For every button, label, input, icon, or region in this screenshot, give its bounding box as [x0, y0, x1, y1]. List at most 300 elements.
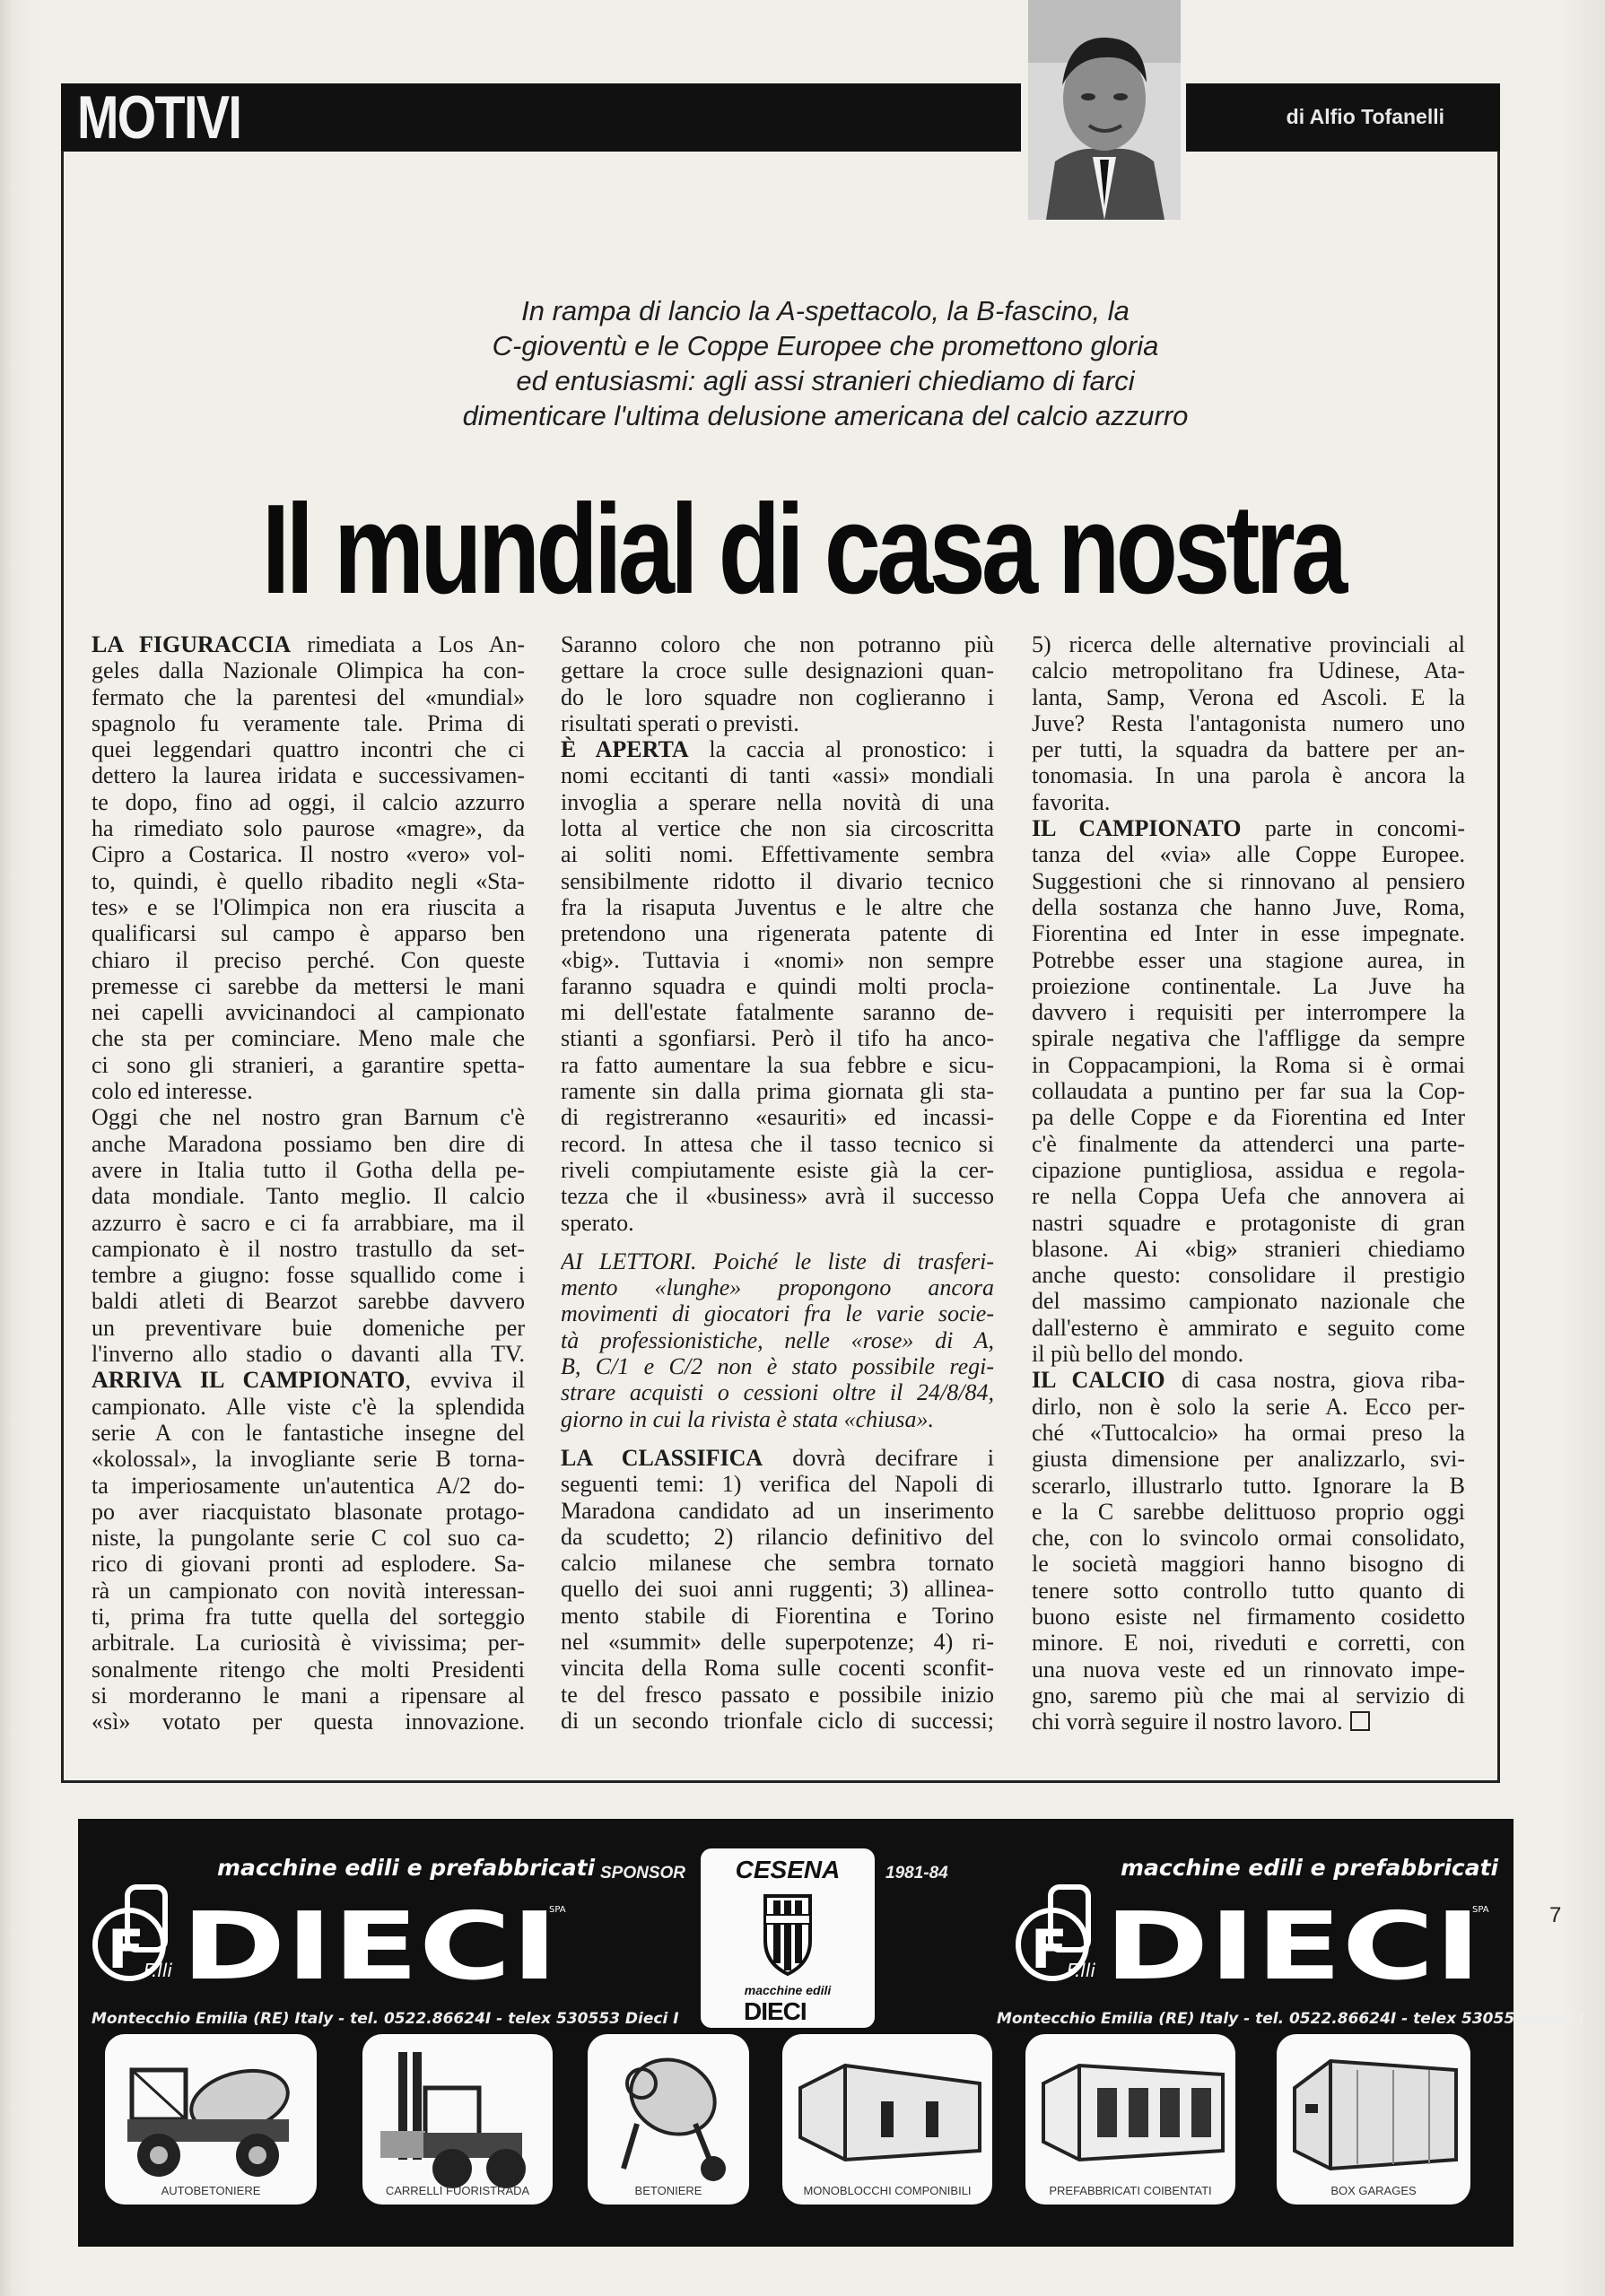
line-text: tenere sotto controllo tutto quanto di — [1032, 1577, 1465, 1604]
line-text: 5) ricerca delle alternative provinciali al — [1032, 631, 1465, 657]
text-line — [561, 999, 994, 1025]
line-text: parte in concomi- — [1241, 815, 1465, 842]
section-header-bar — [61, 83, 1021, 152]
club-name: CESENA — [735, 1856, 841, 1883]
line-text: del massimo campionato nazionale che — [1032, 1288, 1465, 1315]
text-line — [92, 1630, 525, 1656]
line-text: spagnolo fu veramente tale. Prima di — [92, 709, 525, 736]
text-line — [561, 868, 994, 894]
line-text: minore. E noi, riveduti e corretti, con — [1032, 1630, 1465, 1657]
text-line — [92, 1657, 525, 1683]
svg-text:F: F — [108, 1918, 144, 1981]
badge-brand: DIECI — [744, 1997, 807, 2025]
line-text: riveli compiutamente esiste già la cer- — [561, 1156, 994, 1183]
product-tile-autobetoniere — [105, 2034, 317, 2205]
text-line — [1032, 1657, 1465, 1683]
deck-line: dimenticare l'ultima delusione americana del calcio azzurro — [462, 400, 1189, 431]
text-line — [1032, 1551, 1465, 1577]
text-line — [561, 789, 994, 815]
line-text: rimediata a Los An- — [291, 631, 525, 657]
text-line — [1032, 657, 1465, 683]
ad-address-left: Montecchio Emilia (RE) Italy - tel. 0522.86624I - telex 530553 Dieci I — [92, 2010, 679, 2028]
text-line — [92, 1394, 525, 1420]
dieci-logo-right — [1015, 1880, 1499, 1996]
byline-bar — [1186, 83, 1500, 152]
line-text: seguenti temi: 1) verifica del Napoli di — [561, 1471, 994, 1498]
text-line — [1032, 1578, 1465, 1604]
text-line — [92, 1157, 525, 1183]
line-text: Cipro a Costarica. Il nostro «vero» vol- — [92, 841, 525, 868]
text-line — [561, 1025, 994, 1051]
text-line — [92, 631, 525, 657]
line-text: della sostanza che hanno Juve, Roma, — [1032, 893, 1465, 920]
line-text: collaudata a puntino per far sua la Cop- — [1032, 1078, 1465, 1105]
text-line — [92, 710, 525, 736]
text-line — [1032, 1604, 1465, 1630]
article-deck — [269, 293, 1382, 433]
line-text: campionato. Alle viste c'è la splendida — [92, 1393, 525, 1420]
text-line — [561, 1524, 994, 1550]
line-text: Suggestioni che si rinnovano al pensiero — [1032, 867, 1465, 894]
line-text: tezza che il «business» avrà il successo — [561, 1183, 994, 1210]
sponsor-advertisement — [78, 1819, 1584, 2247]
text-line — [561, 920, 994, 946]
line-text: quello dei suoi anni ruggenti; 3) allinea- — [561, 1576, 994, 1603]
svg-text:F: F — [1031, 1918, 1068, 1981]
text-line — [561, 1104, 994, 1130]
text-line — [1032, 684, 1465, 710]
line-text: ra fatto aumentare la sua febbre e sicu- — [561, 1051, 994, 1078]
text-line — [561, 1708, 994, 1734]
line-text: la caccia al pronostico: i — [688, 736, 994, 763]
line-text: sonalmente ritengo che molti Presidenti — [92, 1656, 525, 1683]
text-line — [1032, 1315, 1465, 1341]
line-text: azzurro è sacro e ci fa arrabbiare, ma il — [92, 1209, 525, 1236]
line-text: l'inverno allo stadio o davanti alla TV. — [92, 1341, 525, 1368]
line-text: strare acquisti o cessioni oltre il 24/8/84, — [561, 1379, 994, 1406]
text-line — [561, 1274, 994, 1300]
text-line — [561, 762, 994, 788]
text-line — [561, 1498, 994, 1524]
forklift-icon — [362, 2034, 553, 2205]
line-text: e la C sarebbe delittuoso proprio oggi — [1032, 1498, 1465, 1525]
line-text: , evviva il — [405, 1367, 525, 1394]
text-line — [561, 1131, 994, 1157]
text-line — [92, 1183, 525, 1209]
line-text: anche questo: consolidare il prestigio — [1032, 1262, 1465, 1289]
text-line — [561, 841, 994, 867]
text-line — [92, 1499, 525, 1525]
end-mark-icon — [1350, 1711, 1370, 1731]
line-text: nomi eccitanti di tanti «assi» mondiali — [561, 762, 994, 789]
paragraph-gap — [561, 1432, 994, 1445]
line-text: re nella Coppa Uefa che annovera ai — [1032, 1183, 1465, 1210]
line-text: data mondiale. Tanto meglio. Il calcio — [92, 1183, 525, 1210]
deck-line: C-gioventù e le Coppe Europee che promettono gloria — [492, 330, 1159, 361]
text-line — [92, 657, 525, 683]
text-line — [561, 894, 994, 920]
text-line — [561, 1248, 994, 1274]
text-line — [1032, 1288, 1465, 1314]
ad-tagline-right: macchine edili e prefabbricati — [1121, 1855, 1499, 1881]
text-line — [561, 973, 994, 999]
line-text: Saranno coloro che non potranno più — [561, 631, 994, 657]
text-line — [92, 1525, 525, 1551]
text-line — [92, 1052, 525, 1078]
lead-in: LA CLASSIFICA — [561, 1444, 763, 1471]
text-line — [1032, 1104, 1465, 1130]
line-text: gettare la croce sulle designazioni quan- — [561, 657, 994, 684]
line-text: arbitrale. La curiosità è vivissima; per- — [92, 1630, 525, 1657]
text-line — [1032, 1052, 1465, 1078]
text-line — [92, 1420, 525, 1446]
text-line — [561, 1379, 994, 1405]
line-text: lanta, Samp, Verona ed Ascoli. E la — [1032, 683, 1465, 710]
line-text: per tutti, la squadra da battere per an- — [1032, 736, 1465, 763]
text-line — [561, 1471, 994, 1497]
text-line — [1032, 1236, 1465, 1262]
text-line — [1032, 1683, 1465, 1709]
dieci-logo-left — [92, 1880, 576, 1996]
page-number: 7 — [1549, 1903, 1562, 1927]
lead-in: È APERTA — [561, 736, 689, 763]
line-text: Juve? Resta l'antagonista numero uno — [1032, 709, 1465, 736]
text-line — [1032, 789, 1465, 815]
line-text: ti, prima fra tutte quella del sorteggio — [92, 1603, 525, 1630]
ad-tagline-left: macchine edili e prefabbricati — [217, 1855, 596, 1881]
line-text: calcio milanese che sembra tornato — [561, 1550, 994, 1577]
product-tile-betoniere — [588, 2034, 749, 2205]
article-column-1 — [92, 631, 525, 1735]
text-line — [561, 1629, 994, 1655]
line-text: buono esiste nel firmamento cosidetto — [1032, 1603, 1465, 1630]
garage-icon — [1277, 2034, 1470, 2205]
product-label: BOX GARAGES — [1330, 2184, 1417, 2197]
line-text: ai soliti nomi. Effettivamente sembra — [561, 841, 994, 868]
deck-line: ed entusiasmi: agli assi stranieri chiediamo di farci — [516, 365, 1135, 396]
text-line — [1032, 947, 1465, 973]
text-line — [1032, 1367, 1465, 1393]
line-text: serie A con le fantastiche insegne del — [92, 1419, 525, 1446]
text-line — [92, 1709, 525, 1735]
article-column-3 — [1032, 631, 1465, 1735]
line-text: tanza del «via» alle Coppe Europee. — [1032, 841, 1465, 868]
text-line — [92, 1025, 525, 1051]
text-line — [561, 1078, 994, 1104]
lead-in: ARRIVA IL CAMPIONATO — [92, 1367, 406, 1394]
line-text: mento stabile di Fiorentina e Torino — [561, 1602, 994, 1629]
text-line — [92, 1578, 525, 1604]
line-text: tonomasia. In una parola è ancora la — [1032, 762, 1465, 789]
text-line — [92, 868, 525, 894]
line-text: «big». Tuttavia i «nomi» non sempre — [561, 946, 994, 973]
line-text: avere in Italia tutto il Gotha della pe- — [92, 1156, 525, 1183]
text-line — [1032, 1078, 1465, 1104]
text-line — [1032, 1473, 1465, 1499]
line-text: davvero i requisiti per interrompere la — [1032, 999, 1465, 1026]
ad-brand-prefix: F.lli — [144, 1960, 172, 1981]
text-line — [561, 631, 994, 657]
line-text: chiaro il preciso perché. Con queste — [92, 946, 525, 973]
line-text: tes» e se l'Olimpica non era riuscita a — [92, 893, 525, 920]
line-text: niste, la pungolante serie C col suo ca- — [92, 1525, 525, 1552]
line-text: ci sono gli stranieri, a garantire spetta- — [92, 1051, 525, 1078]
line-text: te del fresco passato e possibile inizio — [561, 1681, 994, 1708]
text-line — [561, 1682, 994, 1708]
line-text: favorita. — [1032, 788, 1111, 815]
svg-text:F.lli: F.lli — [1067, 1960, 1095, 1981]
line-text: una nuova veste ed un rinnovato impe- — [1032, 1656, 1465, 1683]
article-headline — [0, 478, 1605, 621]
text-line — [561, 1052, 994, 1078]
text-line — [1032, 999, 1465, 1025]
line-text: B, C/1 e C/2 non è stato possibile regi- — [561, 1353, 994, 1380]
text-line — [92, 1104, 525, 1130]
line-text: Fiorentina ed Inter in esse impegnate. — [1032, 920, 1465, 947]
line-text: un preventivare buie domeniche per — [92, 1314, 525, 1341]
text-line — [92, 815, 525, 841]
text-line — [92, 789, 525, 815]
text-line — [561, 1210, 994, 1236]
line-text: di registreranno «esauriti» ed incassi- — [561, 1104, 994, 1131]
text-line — [92, 973, 525, 999]
line-text: che sta per cominciare. Meno male che — [92, 1025, 525, 1052]
line-text: le società maggiori hanno bisogno di — [1032, 1551, 1465, 1578]
line-text: baldi atleti di Bearzot sarebbe davvero — [92, 1288, 525, 1315]
line-text: da scudetto; 2) rilancio definitivo del — [561, 1523, 994, 1550]
badge-subtitle: macchine edili — [744, 1983, 832, 1997]
text-line — [92, 947, 525, 973]
line-text: di un secondo trionfale ciclo di successi; — [561, 1707, 994, 1734]
text-line — [561, 1603, 994, 1629]
line-text: ta imperiosamente un'autentica A/2 do- — [92, 1472, 525, 1499]
modular-building-icon — [782, 2034, 992, 2205]
line-text: vincita della Roma sulle cocenti sconfit- — [561, 1655, 994, 1682]
product-label: CARRELLI FUORISTRADA — [385, 2184, 530, 2197]
text-line — [561, 684, 994, 710]
text-line — [1032, 1709, 1465, 1735]
text-line — [92, 894, 525, 920]
text-line — [92, 1210, 525, 1236]
line-text: Potrebbe esser una stagione aurea, in — [1032, 946, 1465, 973]
text-line — [92, 1236, 525, 1262]
text-line — [92, 736, 525, 762]
line-text: anche Maradona possiamo ben dire di — [92, 1130, 525, 1157]
line-text: tà professionistiche, nelle «rose» di A, — [561, 1326, 994, 1353]
line-text: risultati sperati o previsti. — [561, 709, 799, 736]
line-text: dettero la laurea iridata e successivamen- — [92, 762, 525, 789]
line-text: spirale negativa che l'affligge da sempre — [1032, 1025, 1465, 1052]
text-line — [1032, 973, 1465, 999]
line-text: di casa nostra, giova riba- — [1164, 1367, 1465, 1394]
text-line — [1032, 894, 1465, 920]
line-text: ha rimediato solo paurose «magre», da — [92, 815, 525, 842]
line-text: Maradona candidato ad un inserimento — [561, 1497, 994, 1524]
svg-text:DIECI: DIECI — [1104, 1892, 1481, 1996]
line-text: qualificarsi sul campo è apparso ben — [92, 920, 525, 947]
line-text: in Coppacampioni, la Roma si è ormai — [1032, 1051, 1465, 1078]
line-text: premesse ci sarebbe da mettersi le mani — [92, 972, 525, 999]
text-line — [92, 1262, 525, 1288]
text-line — [92, 684, 525, 710]
line-text: quei leggendari quattro incontri che ci — [92, 736, 525, 763]
truck-mixer-icon — [105, 2034, 317, 2205]
sponsor-years: 1981-84 — [885, 1864, 948, 1883]
text-line — [92, 1341, 525, 1367]
cesena-badge — [701, 1848, 875, 2028]
line-text: c'è finalmente da attenderci una parte- — [1032, 1130, 1465, 1157]
sponsor-label: SPONSOR — [600, 1864, 686, 1883]
line-text: scerarlo, illustrarlo tutto. Ignorare la B — [1032, 1472, 1465, 1499]
text-line — [92, 1367, 525, 1393]
article-column-2 — [561, 631, 994, 1734]
text-line — [1032, 1446, 1465, 1472]
line-text: do le loro squadre non coglieranno i — [561, 683, 994, 710]
prefab-building-icon — [1025, 2034, 1235, 2205]
text-line — [1032, 1525, 1465, 1551]
text-line — [1032, 1210, 1465, 1236]
text-line — [561, 1655, 994, 1681]
concrete-mixer-icon — [588, 2034, 749, 2205]
text-line — [561, 1550, 994, 1576]
text-line — [92, 1446, 525, 1472]
line-text: pretendono una rigenerata patente di — [561, 920, 994, 947]
line-text: geles dalla Nazionale Olimpica ha con- — [92, 657, 525, 684]
text-line — [561, 947, 994, 973]
line-text: movimenti di giocatori fra le varie socie- — [561, 1300, 994, 1327]
section-title: MOTIVI — [77, 83, 241, 152]
product-label: BETONIERE — [634, 2184, 702, 2197]
deck-line: In rampa di lancio la A-spettacolo, la B-fascino, la — [521, 295, 1130, 326]
text-line — [92, 1683, 525, 1709]
line-text: calcio metropolitano fra Udinese, Ata- — [1032, 657, 1465, 684]
text-line — [1032, 710, 1465, 736]
line-text: nastri squadre e protagoniste di gran — [1032, 1209, 1465, 1236]
line-text: lotta al vertice che non sia circoscritta — [561, 815, 994, 842]
text-line — [561, 1353, 994, 1379]
line-text: blasone. Ai «big» stranieri chiediamo — [1032, 1235, 1465, 1262]
line-text: sperato. — [561, 1209, 634, 1236]
line-text: dall'esterno è ammirato e seguito come — [1032, 1314, 1465, 1341]
svg-text:DIECI: DIECI — [181, 1892, 558, 1996]
line-text: te dopo, fino ad oggi, il calcio azzurro — [92, 788, 525, 815]
lead-in: LA FIGURACCIA — [92, 631, 292, 657]
text-line — [92, 1288, 525, 1314]
line-text: giorno in cui la rivista è stata «chiusa». — [561, 1405, 934, 1432]
line-text: dovrà decifrare i — [763, 1444, 994, 1471]
line-text: dirlo, non è solo la serie A. Ecco per- — [1032, 1393, 1465, 1420]
text-line — [92, 841, 525, 867]
line-text: faranno squadra e quindi molti procla- — [561, 972, 994, 999]
line-text: sensibilmente ridotto il divario tecnico — [561, 867, 994, 894]
line-text: colo ed interesse. — [92, 1078, 253, 1105]
line-text: stianti a sgonfiarsi. Però il tifo ha anco- — [561, 1025, 994, 1052]
text-line — [1032, 631, 1465, 657]
text-line — [1032, 1341, 1465, 1367]
text-line — [1032, 1262, 1465, 1288]
text-line — [92, 1604, 525, 1630]
product-tile-box-garages — [1277, 2034, 1470, 2205]
line-text: mi dell'estate fatalmente saranno de- — [561, 999, 994, 1026]
line-text: nel «summit» delle superpotenze; 4) ri- — [561, 1628, 994, 1655]
line-text: rico di giovani pronti ad esplodere. Sa- — [92, 1551, 525, 1578]
text-line — [1032, 1499, 1465, 1525]
line-text: fra la risaputa Juventus e le altre che — [561, 893, 994, 920]
line-text: proiezione continentale. La Juve ha — [1032, 972, 1465, 999]
text-line — [561, 1445, 994, 1471]
line-text: nei capelli avvicinandoci al campionato — [92, 999, 525, 1026]
line-text: «kolossal», la invogliante serie B torna- — [92, 1446, 525, 1473]
product-label: PREFABBRICATI COIBENTATI — [1049, 2184, 1212, 2197]
line-text: cipazione puntigliosa, assidua e regola- — [1032, 1156, 1465, 1183]
byline: di Alfio Tofanelli — [1286, 105, 1444, 128]
line-text: gno, saremo più che mai al servizio di — [1032, 1682, 1465, 1709]
line-text: ché «Tuttocalcio» ha ormai preso la — [1032, 1419, 1465, 1446]
text-line — [1032, 736, 1465, 762]
text-line — [561, 657, 994, 683]
text-line — [92, 999, 525, 1025]
line-text: fermato che la parentesi del «mundial» — [92, 683, 525, 710]
line-text: rà un campionato con novità interessan- — [92, 1577, 525, 1604]
text-line — [561, 1183, 994, 1209]
text-line — [1032, 1131, 1465, 1157]
line-text: invoglia a sperare nella novità di una — [561, 788, 994, 815]
ad-address-right: Montecchio Emilia (RE) Italy - tel. 0522.86624I - telex 530553 Dieci I — [997, 2010, 1584, 2028]
line-text: po aver riacquistato blasonate protago- — [92, 1498, 525, 1525]
lead-in: IL CALCIO — [1032, 1367, 1165, 1394]
headline-text: Il mundial di casa nostra — [261, 478, 1344, 621]
line-text: giusta dimensione per analizzarlo, svi- — [1032, 1446, 1465, 1473]
product-label: AUTOBETONIERE — [161, 2184, 261, 2197]
text-line — [561, 736, 994, 762]
text-line — [1032, 1420, 1465, 1446]
line-text: pa delle Coppe e da Fiorentina ed Inter — [1032, 1104, 1465, 1131]
line-text: si morderanno le mani a ripensare al — [92, 1682, 525, 1709]
text-line — [1032, 1630, 1465, 1656]
text-line — [561, 1406, 994, 1432]
svg-text:SPA: SPA — [1472, 1905, 1489, 1915]
line-text: mento «lunghe» propongono ancora — [561, 1274, 994, 1301]
line-text: che, con lo svincolo ormai consolidato, — [1032, 1525, 1465, 1552]
line-text: chi vorrà seguire il nostro lavoro. — [1032, 1709, 1343, 1735]
text-line — [92, 920, 525, 946]
text-line — [1032, 815, 1465, 841]
product-tile-monoblocchi — [782, 2034, 992, 2205]
line-text: ramente sin dalla prima giornata gli sta- — [561, 1078, 994, 1105]
text-line — [561, 1576, 994, 1602]
line-text: AI LETTORI. Poiché le liste di trasferi- — [561, 1248, 994, 1274]
text-line — [92, 1551, 525, 1577]
line-text: record. In attesa che il tasso tecnico si — [561, 1130, 994, 1157]
text-line — [92, 1078, 525, 1104]
text-line — [1032, 1394, 1465, 1420]
line-text: Oggi che nel nostro gran Barnum c'è — [92, 1104, 525, 1131]
product-tile-prefabbricati — [1025, 2034, 1235, 2205]
line-text: il più bello del mondo. — [1032, 1341, 1244, 1368]
text-line — [1032, 920, 1465, 946]
text-line — [561, 1300, 994, 1326]
product-tile-carrelli — [362, 2034, 553, 2205]
line-text: «sì» votato per questa innovazione. — [92, 1709, 525, 1735]
svg-text:SPA: SPA — [549, 1905, 566, 1915]
text-line — [1032, 1183, 1465, 1209]
lead-in: IL CAMPIONATO — [1032, 815, 1242, 842]
text-line — [561, 1327, 994, 1353]
text-line — [561, 815, 994, 841]
text-line — [92, 1473, 525, 1499]
text-line — [1032, 841, 1465, 867]
text-line — [1032, 868, 1465, 894]
